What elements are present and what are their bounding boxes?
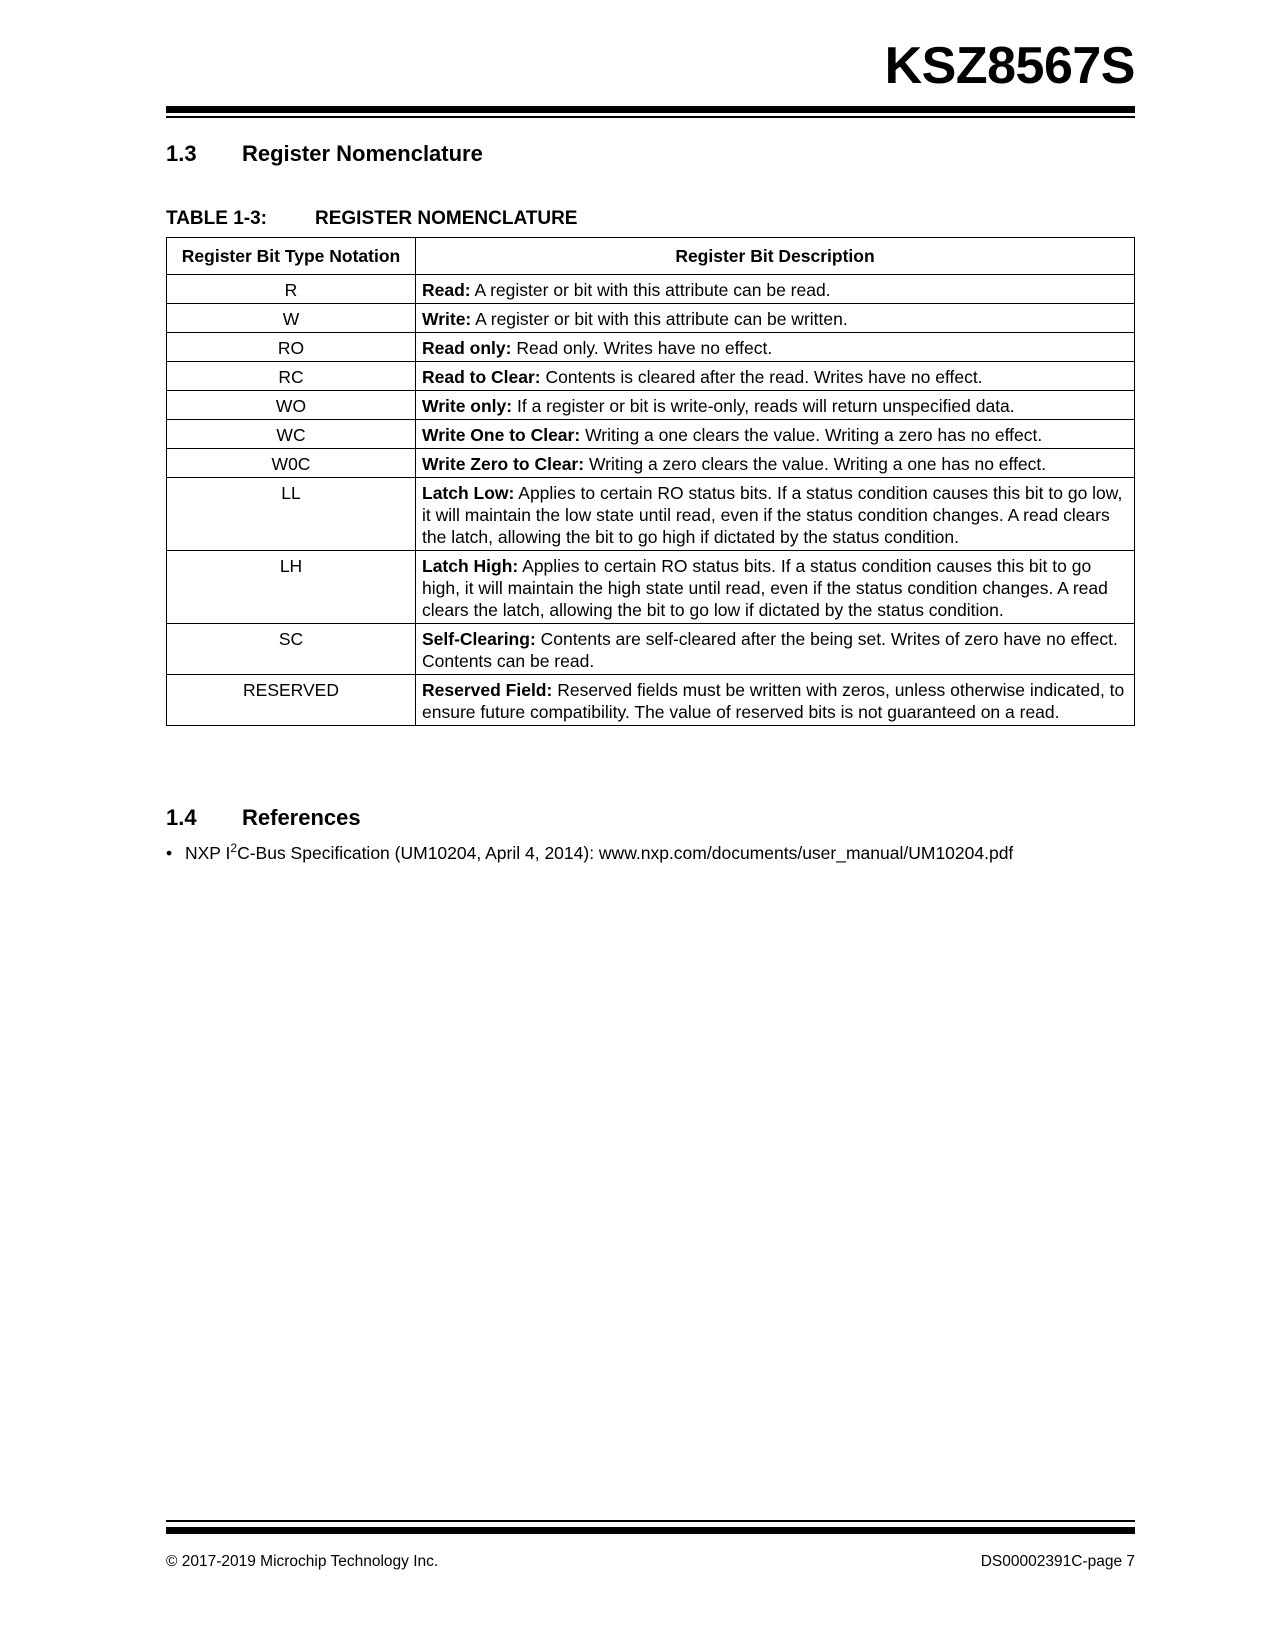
notation-cell: LH (167, 551, 416, 624)
description-term: Read: (422, 280, 471, 300)
description-text: Writing a one clears the value. Writing a zero has no effect. (585, 425, 1043, 445)
description-cell (416, 478, 1135, 551)
notation-cell: SC (167, 624, 416, 675)
description-term: Write One to Clear: (422, 425, 581, 445)
notation-cell: WO (167, 391, 416, 420)
notation-cell: WC (167, 420, 416, 449)
reference-text: C-Bus Specification (UM10204, April 4, 2014): www.nxp.com/documents/user_manual/UM10204.pdf (237, 843, 1014, 863)
footer-rule-thin (166, 1520, 1135, 1522)
section-number: 1.4 (166, 805, 197, 830)
description-term: Latch High: (422, 556, 519, 576)
table-row (167, 551, 1135, 624)
description-text: Contents is cleared after the read. Writes have no effect. (545, 367, 983, 387)
description-cell (416, 675, 1135, 726)
description-cell (416, 420, 1135, 449)
description-cell (416, 391, 1135, 420)
description-text: A register or bit with this attribute can be written. (475, 309, 848, 329)
table-row (167, 624, 1135, 675)
reference-prefix: NXP I (185, 843, 231, 863)
section-number: 1.3 (166, 141, 197, 166)
bullet-icon: • (166, 843, 173, 863)
description-text: Applies to certain RO status bits. If a status condition causes this bit to go high, it will maintain the high state until read, even if the status condition changes. A read clears the latch, allowing the bit to go low if dictated by the status condition. (422, 556, 1108, 620)
table-caption-title: REGISTER NOMENCLATURE (315, 208, 578, 229)
description-term: Write Zero to Clear: (422, 454, 585, 474)
footer-rule-thick (166, 1527, 1135, 1534)
table-row (167, 675, 1135, 726)
description-cell (416, 304, 1135, 333)
description-text: Writing a zero clears the value. Writing a one has no effect. (588, 454, 1047, 474)
description-cell (416, 275, 1135, 304)
section-heading-1-4 (166, 805, 361, 831)
table-row (167, 449, 1135, 478)
reference-superscript: 2 (230, 841, 238, 856)
column-header-description: Register Bit Description (416, 238, 1135, 275)
description-text: A register or bit with this attribute can be read. (474, 280, 831, 300)
header-rule-thick (166, 106, 1135, 113)
table-row (167, 362, 1135, 391)
header-rule-thin (166, 116, 1135, 118)
table-caption-number: TABLE 1-3: (166, 208, 267, 229)
description-term: Read to Clear: (422, 367, 541, 387)
notation-cell: W0C (167, 449, 416, 478)
description-text: If a register or bit is write-only, reads will return unspecified data. (516, 396, 1015, 416)
table-row (167, 391, 1135, 420)
table-row (167, 478, 1135, 551)
notation-cell: R (167, 275, 416, 304)
table-row (167, 420, 1135, 449)
notation-cell: RO (167, 333, 416, 362)
description-cell (416, 624, 1135, 675)
table-row (167, 304, 1135, 333)
description-term: Latch Low: (422, 483, 515, 503)
notation-cell: W (167, 304, 416, 333)
description-term: Write: (422, 309, 472, 329)
table-row (167, 333, 1135, 362)
section-title: Register Nomenclature (242, 141, 483, 166)
section-title: References (242, 805, 361, 830)
footer-page-number: DS00002391C-page 7 (980, 1553, 1135, 1570)
description-cell (416, 362, 1135, 391)
footer-copyright: © 2017-2019 Microchip Technology Inc. (166, 1553, 439, 1570)
table-caption (166, 208, 577, 230)
register-nomenclature-table (166, 237, 1135, 726)
column-header-notation: Register Bit Type Notation (167, 238, 416, 275)
table-header-row (167, 238, 1135, 275)
notation-cell: LL (167, 478, 416, 551)
description-term: Read only: (422, 338, 512, 358)
notation-cell: RC (167, 362, 416, 391)
description-text: Read only. Writes have no effect. (516, 338, 773, 358)
document-title: KSZ8567S (884, 37, 1135, 95)
description-term: Self-Clearing: (422, 629, 536, 649)
table-row (167, 275, 1135, 304)
description-text: Applies to certain RO status bits. If a status condition causes this bit to go low, it will maintain the low state until read, even if the status condition changes. A read clears the latch, allowing the bit to go high if dictated by the status condition. (422, 483, 1123, 547)
description-cell (416, 551, 1135, 624)
description-term: Reserved Field: (422, 680, 553, 700)
description-cell (416, 449, 1135, 478)
notation-cell: RESERVED (167, 675, 416, 726)
description-text: Contents are self-cleared after the being set. Writes of zero have no effect. Contents can be read. (422, 629, 1118, 671)
reference-list-item (166, 843, 1013, 864)
description-term: Write only: (422, 396, 513, 416)
description-text: Reserved fields must be written with zeros, unless otherwise indicated, to ensure future compatibility. The value of reserved bits is not guaranteed on a read. (422, 680, 1125, 722)
description-cell (416, 333, 1135, 362)
section-heading-1-3 (166, 141, 483, 167)
